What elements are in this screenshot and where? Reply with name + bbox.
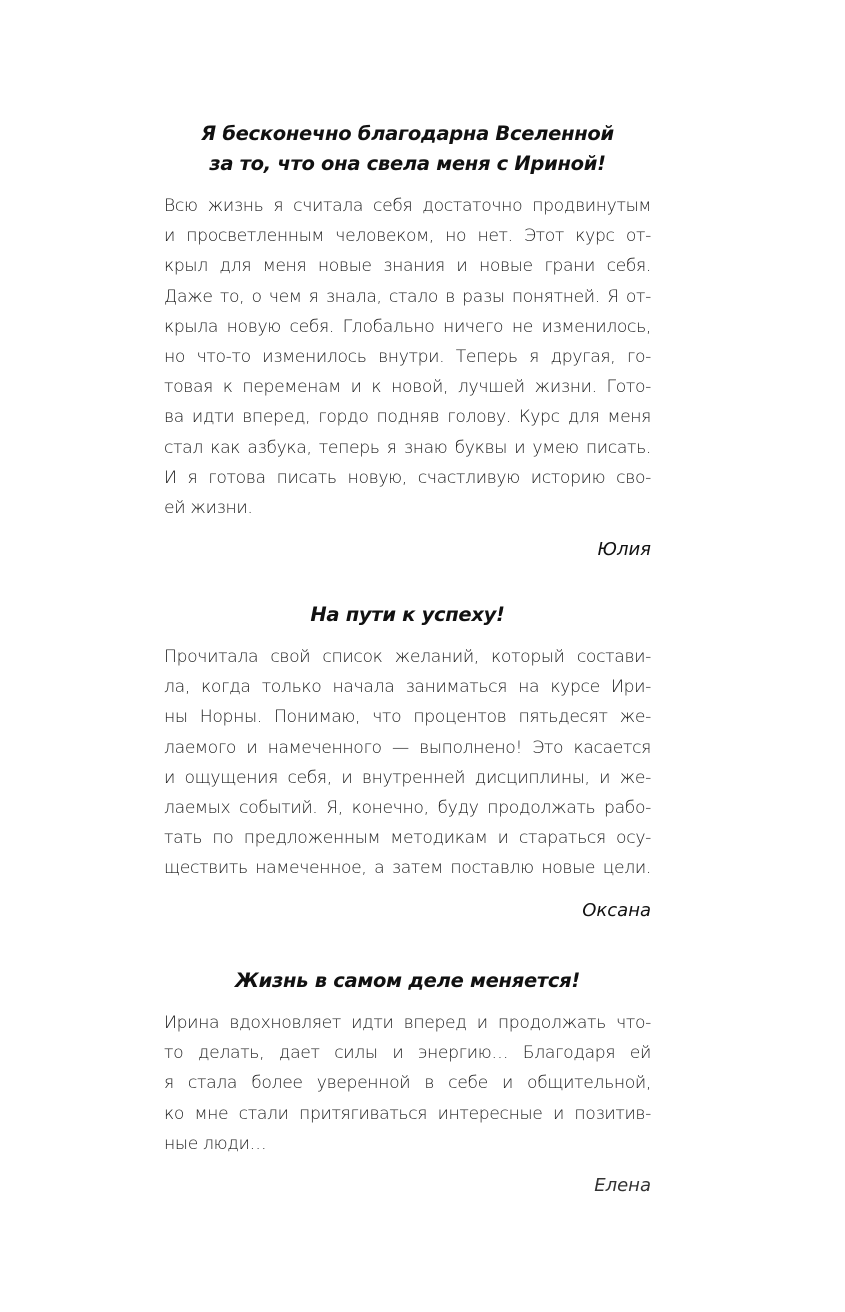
body-line: ей жизни. <box>164 497 253 518</box>
body-line: и просветленным человеком, но нет. Этот курс от- <box>164 226 651 247</box>
testimonial-body <box>164 191 651 523</box>
testimonial-title <box>164 119 651 179</box>
body-line: я стала более уверенной в себе и общительной, <box>164 1073 651 1094</box>
body-line: ко мне стали притягиваться интересные и позитив- <box>164 1103 651 1124</box>
body-line: ные люди… <box>164 1133 267 1154</box>
body-line: ва идти вперед, гордо подняв голову. Курс для меня <box>164 407 651 428</box>
body-line: крыла новую себя. Глобально ничего не изменилось, <box>164 316 651 337</box>
body-line: тать по предложенным методикам и стараться осу- <box>164 828 651 849</box>
body-line: то делать, дает силы и энергию… Благодаря ей <box>164 1043 651 1064</box>
body-line: но что-то изменилось внутри. Теперь я другая, го- <box>164 346 651 367</box>
body-line: лаемого и намеченного — выполнено! Это касается <box>164 737 651 758</box>
body-line: крыл для меня новые знания и новые грани себя. <box>164 256 651 277</box>
body-line: ла, когда только начала заниматься на курсе Ири- <box>164 677 651 698</box>
body-line: стал как азбука, теперь я знаю буквы и умею писать. <box>164 437 651 458</box>
body-line: И я готова писать новую, счастливую историю сво- <box>164 467 651 488</box>
body-line: и ощущения себя, и внутренней дисциплины, и же- <box>164 767 651 788</box>
body-line: Прочитала свой список желаний, который состави- <box>164 647 651 667</box>
title-line: Я бесконечно благодарна Вселенной <box>201 122 614 145</box>
testimonial-julia <box>164 119 651 565</box>
testimonial-author: Елена <box>594 1174 651 1196</box>
testimonial-oksana <box>164 600 651 926</box>
title-line: На пути к успеху! <box>310 603 505 626</box>
body-line: товая к переменам и к новой, лучшей жизни. Гото- <box>164 377 651 398</box>
body-line: Ирина вдохновляет идти вперед и продолжать что- <box>164 1013 651 1033</box>
body-line: лаемых событий. Я, конечно, буду продолжать рабо- <box>164 797 651 818</box>
body-line: ны Норны. Понимаю, что процентов пятьдесят же- <box>164 707 651 728</box>
testimonial-title <box>164 600 651 630</box>
body-line: Даже то, о чем я знала, стало в разы понятней. Я от- <box>164 286 651 307</box>
testimonial-author: Оксана <box>582 899 651 921</box>
body-line: ществить намеченное, а затем поставлю новые цели. <box>164 858 651 879</box>
testimonial-body <box>164 1008 651 1159</box>
title-line: Жизнь в самом деле меняется! <box>235 969 580 992</box>
testimonial-author: Юлия <box>597 539 651 561</box>
testimonial-body <box>164 642 651 884</box>
testimonial-elena <box>164 966 651 1201</box>
testimonial-title <box>164 966 651 996</box>
body-line: Всю жизнь я считала себя достаточно продвинутым <box>164 196 651 216</box>
title-line: за то, что она свела меня с Ириной! <box>209 152 606 175</box>
